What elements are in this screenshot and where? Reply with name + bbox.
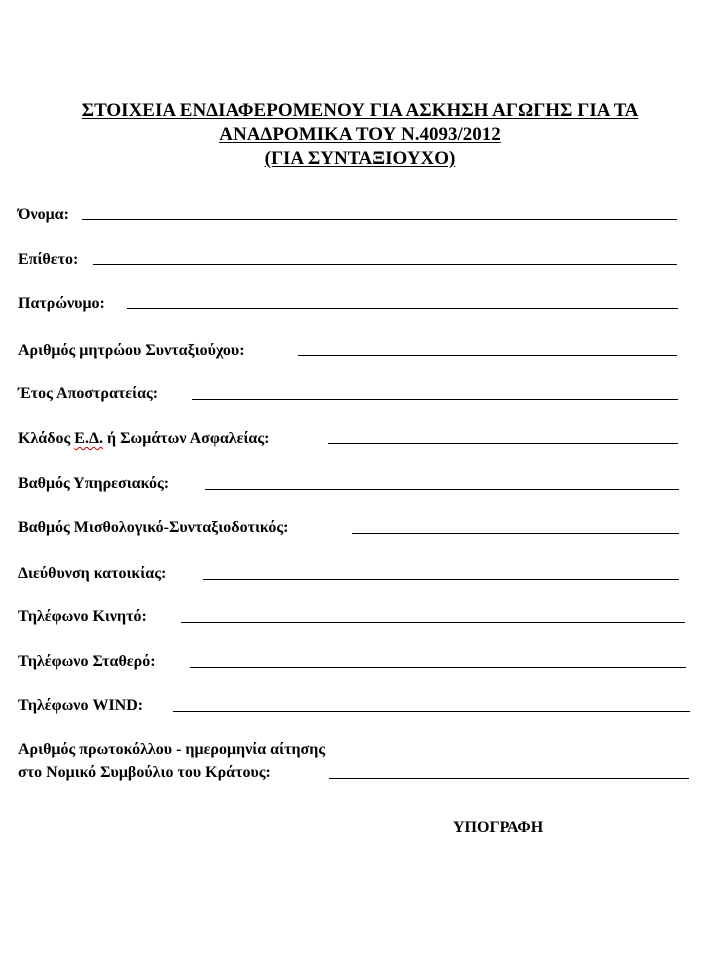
input-line-address[interactable] [203, 579, 679, 580]
label-salary-rank: Βαθμός Μισθολογικό-Συνταξιοδοτικός: [18, 519, 289, 536]
label-pensioner-registry: Αριθμός μητρώου Συνταξιούχου: [18, 342, 245, 359]
label-branch [18, 429, 269, 449]
input-line-retirement-year[interactable] [192, 399, 678, 400]
label-retirement-year: Έτος Αποστρατείας: [18, 385, 159, 402]
label-protocol-line-2: στο Νομικό Συμβούλιο του Κράτους: [18, 764, 271, 781]
label-branch-prefix: Κλάδος [18, 430, 75, 447]
label-landline-phone: Τηλέφωνο Σταθερό: [18, 653, 156, 670]
input-line-salary-rank[interactable] [352, 533, 679, 534]
label-protocol [18, 738, 325, 784]
label-address: Διεύθυνση κατοικίας: [18, 565, 167, 582]
title-line-1: ΣΤΟΙΧΕΙΑ ΕΝΔΙΑΦΕΡΟΜΕΝΟΥ ΓΙΑ ΑΣΚΗΣΗ ΑΓΩΓΗΣ ΓΙΑ ΤΑ [81, 100, 639, 121]
document-title [0, 99, 720, 171]
label-service-rank: Βαθμός Υπηρεσιακός: [18, 475, 170, 492]
label-branch-suffix: ή Σωμάτων Ασφαλείας: [103, 430, 270, 447]
input-line-name[interactable] [82, 219, 677, 220]
input-line-mobile-phone[interactable] [181, 622, 685, 623]
title-line-3: (ΓΙΑ ΣΥΝΤΑΞΙΟΥΧΟ) [264, 148, 456, 169]
label-mobile-phone: Τηλέφωνο Κινητό: [18, 608, 147, 625]
input-line-wind-phone[interactable] [173, 711, 690, 712]
label-protocol-line-1: Αριθμός πρωτοκόλλου - ημερομηνία αίτησης [18, 741, 326, 758]
title-line-2: ΑΝΑΔΡΟΜΙΚΑ ΤΟΥ Ν.4093/2012 [219, 124, 501, 145]
input-line-patronymic[interactable] [127, 308, 678, 309]
label-name: Όνομα: [18, 206, 69, 223]
input-line-pensioner-registry[interactable] [298, 355, 677, 356]
label-wind-phone: Τηλέφωνο WIND: [18, 697, 144, 714]
label-patronymic: Πατρώνυμο: [18, 295, 105, 312]
input-line-surname[interactable] [93, 264, 677, 265]
input-line-protocol[interactable] [329, 778, 689, 779]
input-line-branch[interactable] [328, 443, 678, 444]
label-branch-abbr: Ε.Δ. [74, 430, 103, 447]
label-surname: Επίθετο: [18, 251, 79, 268]
input-line-landline-phone[interactable] [190, 667, 686, 668]
input-line-service-rank[interactable] [205, 489, 679, 490]
signature-label: ΥΠΟΓΡΑΦΗ [453, 819, 544, 836]
